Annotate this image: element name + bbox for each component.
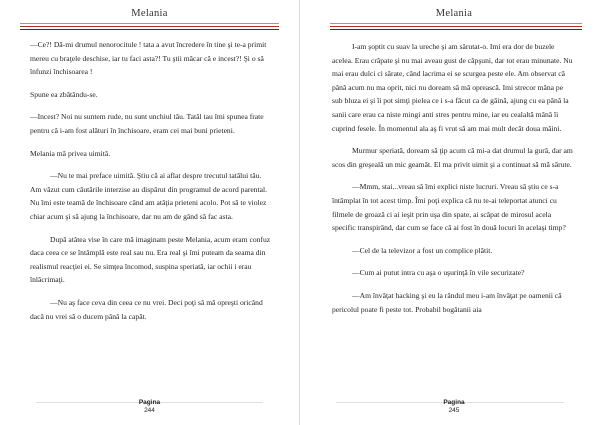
- body-paragraph: I-am şoptit cu suav la ureche şi am sărutat-o. Imi era dor de buzele acelea. Erau crăpate şi nu mai aveau gust de căpşuni, dar tot erau minunate. Nu mai erau dulci ci sărate, când lacrima ei se scurgea peste ele. Am observat că până acum nu ma oprit, nici nu doream să mă oprească. Imi strecor mâna pe sub bluza ei şi îi pot simţi pielea ce i s-a făcut ca de găină, ajung cu ea până la sanii care erau ca niste mingi anti stres pentru mine, iar eu cealaltă mână îi cuprind fesele. În momentul ala aş fi vrut să am mai mult decât doua mâini.: [332, 42, 573, 133]
- header-rule-red: [20, 26, 279, 27]
- page-body-text: [332, 40, 574, 325]
- body-paragraph: —Am învăţat hacking şi eu la rândul meu i-am învăţat pe oamenii că pericolul poate fi peste tot. Probabil bogătanii aia: [332, 290, 562, 314]
- page-footer: [308, 399, 600, 415]
- page-footer: [0, 399, 299, 415]
- body-paragraph: Murmur speriată, doream să ţip acum că mi-a dat drumul la gură, dar am scos din greşeală un mic geamăt. El ma privit uimit şi a continuat să mă sărute.: [332, 146, 573, 169]
- body-paragraph: —Ce?! Dă-mi drumul nenorocitule ! tata a avut încredere în tine şi te-a primit mereu cu braţele deschise, iar tu faci asta?! Tu ştii măcar că e incest?! Şi o să înfunzi închisoarea !: [30, 40, 267, 77]
- header-rule-navy: [330, 29, 582, 30]
- body-paragraph: —Cel de la televizor a fost un complice plătit.: [352, 245, 493, 255]
- right-page: [300, 0, 600, 425]
- body-paragraph: Spune ea zbătându-se.: [30, 89, 98, 99]
- body-paragraph: —Nu aş face ceva din ceea ce nu vrei. Deci poţi să mă opreşti oricând dacă nu vrei să o ducem până la capăt.: [30, 297, 263, 321]
- header-rule-gray: [330, 23, 582, 24]
- page-header-title: Melania: [131, 8, 168, 19]
- page-body-text: [30, 38, 273, 332]
- body-paragraph: —Mmm, stai...vreau să îmi explici niste lucruri. Vreau să ştiu ce s-a întâmplat în tot acest timp. Îmi poţi explica că nu te-ai teleportat atunci cu filmele de groază ci ai ieşit prin uşa din spate, ai scăpat de mirosul acela specific transpirând, dar cum se face că ai fost în două locuri în acelaşi timp?: [332, 182, 566, 233]
- header-rule-navy: [20, 29, 279, 30]
- page-header-title: Melania: [435, 8, 473, 19]
- page-number: 245: [448, 407, 460, 414]
- body-paragraph: —Incest? Noi nu suntem rude, nu sunt unchiul tău. Tatăl tau îmi spunea frate pentru că i-am fost alături în închisoare, eram cei mai buni prieteni.: [30, 112, 264, 135]
- body-paragraph: După atâtea vise în care mă imaginam peste Melania, acum eram confuz daca ceea ce se întâmplă este real sau nu. Era real şi îmi puteam da seama din realismul reacţiei ei. Se simţea încomod, suspina speriată, iar ochii i erau înlăcrimaţi.: [30, 234, 271, 285]
- body-paragraph: —Nu te mai preface uimită. Ştiu că ai aflat despre trecutul tatălui tău. Am văzut cum căutările interzise au dispărut din programul de acord parental. Nu îmi este teamă de închisoare când am atâţia prieteni acolo. Pot să te violez chiar acum şi să ajung la închisoare, dar nu am de gând să fac asta.: [30, 171, 268, 221]
- header-rule-red: [330, 26, 582, 27]
- body-paragraph: Melania mă privea uimită.: [30, 148, 111, 158]
- header-rule-gray: [20, 23, 279, 24]
- footer-label: Pagina: [138, 399, 161, 406]
- body-paragraph: —Cum ai putut intra cu aşa o uşurinţă în vile securizate?: [352, 268, 525, 278]
- page-number: 244: [144, 407, 155, 414]
- footer-label: Pagina: [443, 399, 465, 406]
